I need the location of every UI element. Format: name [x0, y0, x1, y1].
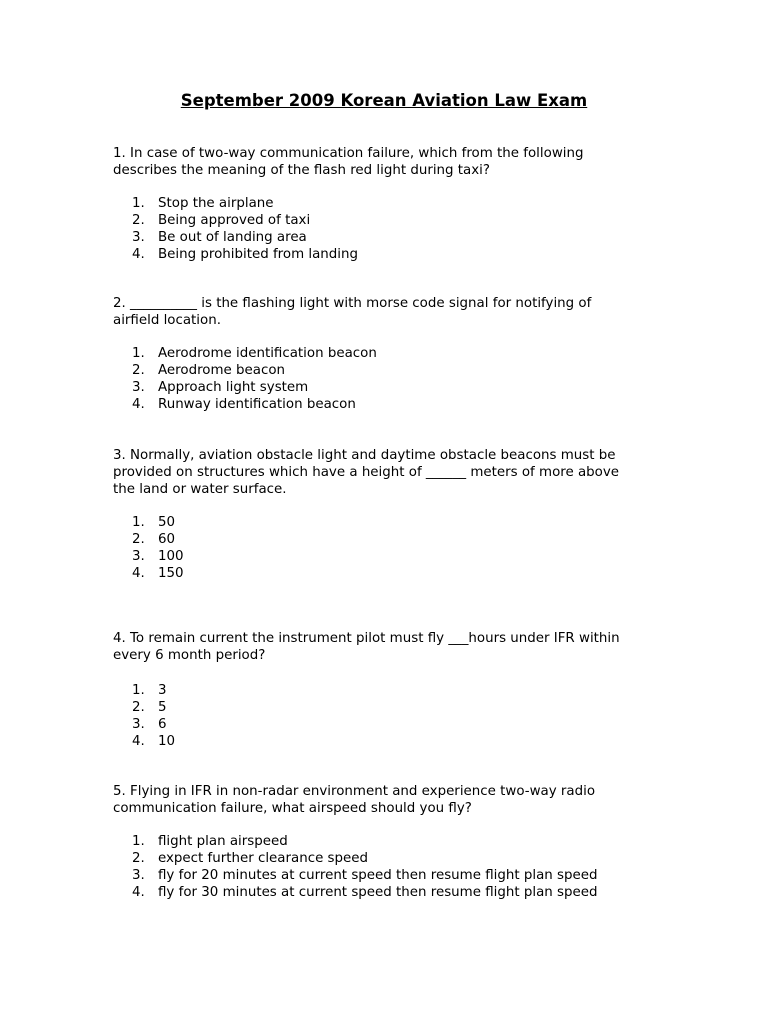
- option-item: [132, 548, 184, 565]
- option-text: fly for 30 minutes at current speed then resume flight plan speed: [158, 885, 598, 900]
- option-text: 60: [158, 532, 176, 547]
- option-item: [132, 362, 377, 379]
- option-number: 3.: [132, 868, 145, 883]
- question-4-line-2: every 6 month period?: [113, 648, 266, 663]
- question-5: [113, 783, 673, 817]
- option-text: Being approved of taxi: [158, 213, 311, 228]
- question-3-line-2: provided on structures which have a height of ______ meters of more above: [113, 465, 620, 480]
- option-number: 2.: [132, 851, 145, 866]
- option-number: 3.: [132, 380, 145, 395]
- question-2-options: [132, 345, 377, 413]
- option-text: 5: [158, 700, 167, 715]
- option-number: 2.: [132, 700, 145, 715]
- option-item: [132, 682, 175, 699]
- option-text: 3: [158, 683, 167, 698]
- option-item: [132, 229, 358, 246]
- option-text: 6: [158, 717, 167, 732]
- question-3-options: [132, 514, 184, 582]
- option-text: Stop the airplane: [158, 196, 274, 211]
- question-4: [113, 630, 673, 664]
- option-item: [132, 833, 597, 850]
- option-item: [132, 733, 175, 750]
- question-3-line-1: 3. Normally, aviation obstacle light and daytime obstacle beacons must be: [113, 448, 616, 463]
- option-item: [132, 212, 358, 229]
- question-2-line-2: airfield location.: [113, 313, 221, 328]
- option-number: 1.: [132, 196, 145, 211]
- question-1-options: [132, 195, 358, 263]
- question-3: [113, 447, 673, 498]
- question-1-line-2: describes the meaning of the flash red light during taxi?: [113, 163, 491, 178]
- option-item: [132, 195, 358, 212]
- option-text: 100: [158, 549, 184, 564]
- question-1-line-1: 1. In case of two-way communication failure, which from the following: [113, 146, 584, 161]
- option-number: 4.: [132, 247, 145, 262]
- option-text: flight plan airspeed: [158, 834, 288, 849]
- page-title: September 2009 Korean Aviation Law Exam: [180, 91, 588, 110]
- option-number: 1.: [132, 346, 145, 361]
- option-item: [132, 565, 184, 582]
- option-number: 4.: [132, 566, 145, 581]
- option-text: expect further clearance speed: [158, 851, 369, 866]
- option-text: Being prohibited from landing: [158, 247, 359, 262]
- option-item: [132, 716, 175, 733]
- option-item: [132, 850, 597, 867]
- option-text: 150: [158, 566, 184, 581]
- option-item: [132, 867, 597, 884]
- option-number: 4.: [132, 885, 145, 900]
- option-item: [132, 396, 377, 413]
- option-item: [132, 514, 184, 531]
- option-text: 10: [158, 734, 176, 749]
- option-item: [132, 531, 184, 548]
- option-number: 4.: [132, 734, 145, 749]
- option-number: 1.: [132, 683, 145, 698]
- question-1: [113, 145, 673, 179]
- question-3-line-3: the land or water surface.: [113, 482, 287, 497]
- option-text: Runway identification beacon: [158, 397, 356, 412]
- question-5-options: [132, 833, 597, 901]
- question-5-line-1: 5. Flying in IFR in non-radar environment and experience two-way radio: [113, 784, 596, 799]
- question-5-line-2: communication failure, what airspeed should you fly?: [113, 801, 472, 816]
- option-text: Aerodrome beacon: [158, 363, 285, 378]
- option-item: [132, 246, 358, 263]
- option-number: 1.: [132, 515, 145, 530]
- option-number: 2.: [132, 532, 145, 547]
- question-2-line-1: 2. __________ is the flashing light with morse code signal for notifying of: [113, 296, 592, 311]
- option-number: 3.: [132, 230, 145, 245]
- option-text: Be out of landing area: [158, 230, 307, 245]
- option-number: 2.: [132, 213, 145, 228]
- option-text: 50: [158, 515, 176, 530]
- option-text: fly for 20 minutes at current speed then resume flight plan speed: [158, 868, 598, 883]
- option-item: [132, 699, 175, 716]
- option-number: 4.: [132, 397, 145, 412]
- option-number: 3.: [132, 549, 145, 564]
- option-number: 3.: [132, 717, 145, 732]
- option-number: 2.: [132, 363, 145, 378]
- option-item: [132, 379, 377, 396]
- question-4-options: [132, 682, 175, 750]
- option-item: [132, 345, 377, 362]
- option-item: [132, 884, 597, 901]
- option-number: 1.: [132, 834, 145, 849]
- option-text: Approach light system: [158, 380, 309, 395]
- question-4-line-1: 4. To remain current the instrument pilot must fly ___hours under IFR within: [113, 631, 620, 646]
- option-text: Aerodrome identification beacon: [158, 346, 377, 361]
- question-2: [113, 295, 673, 329]
